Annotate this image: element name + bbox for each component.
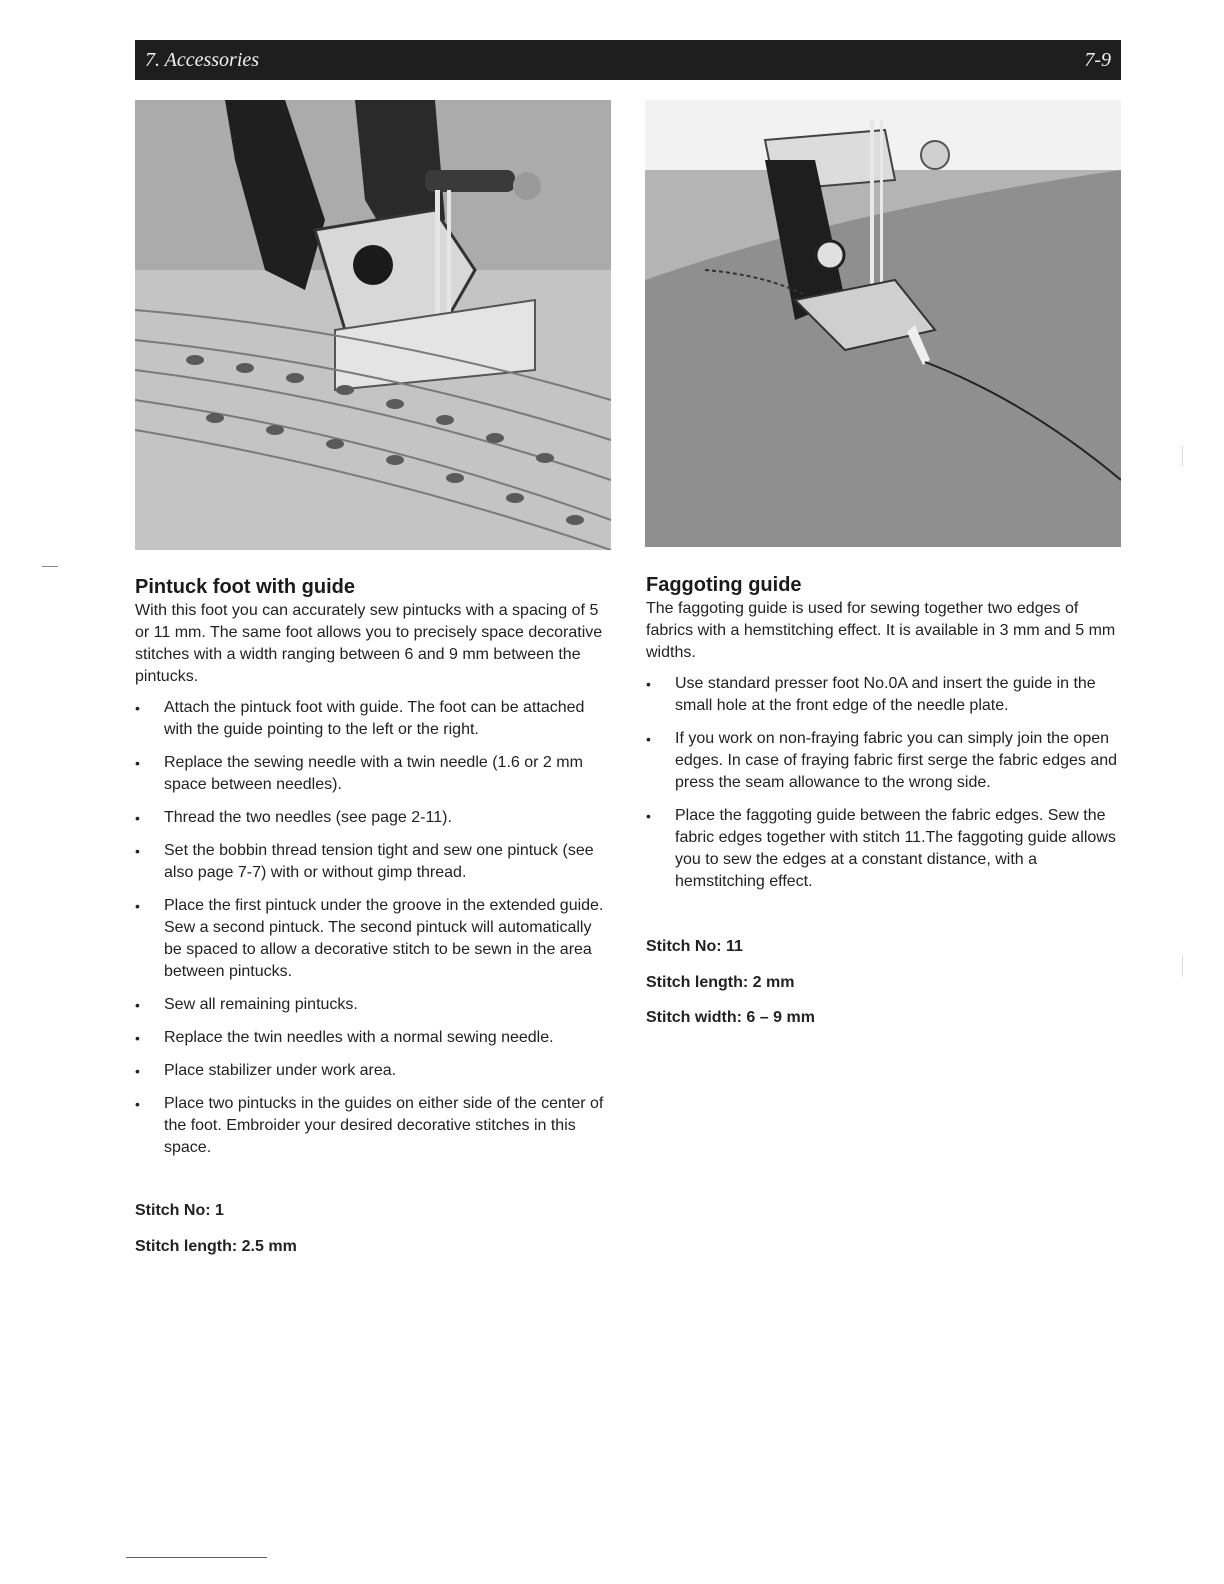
pintuck-foot-photo: [135, 100, 611, 550]
list-item-text: Attach the pintuck foot with guide. The foot can be attached with the guide pointing to the left or the right.: [164, 699, 585, 738]
list-item-text: Place the faggoting guide between the fabric edges. Sew the fabric edges together with stitch 11.The faggoting guide allows you to sew the edges at a constant distance, with a hemstitching effect.: [675, 807, 1116, 890]
list-item-text: Sew all remaining pintucks.: [164, 996, 358, 1013]
pintuck-stitch-length: Stitch length: 2.5 mm: [135, 1238, 297, 1255]
bullet-icon: •: [135, 1030, 140, 1046]
faggoting-section: [646, 574, 1122, 1026]
list-item: [646, 805, 1122, 893]
section-header-bar: [135, 40, 1121, 80]
list-item: [135, 1093, 611, 1159]
list-item: [646, 673, 1122, 717]
list-item-text: Replace the twin needles with a normal sewing needle.: [164, 1029, 554, 1046]
list-item: [135, 1060, 611, 1082]
list-item-text: Place the first pintuck under the groove in the extended guide. Sew a second pintuck. The second pintuck will automatically be spaced to allow a decorative stitch to be sewn in the area between pintucks.: [164, 897, 604, 980]
bullet-icon: •: [646, 808, 651, 824]
pintuck-intro: With this foot you can accurately sew pintucks with a spacing of 5 or 11 mm. The same foot allows you to precisely space decorative stitches with a width ranging between 6 and 9 mm between the pintucks.: [135, 602, 603, 685]
list-item: [646, 728, 1122, 794]
faggoting-stitch-no: Stitch No: 11: [646, 938, 743, 955]
section-title: 7. Accessories: [145, 48, 260, 71]
scan-mark: [1182, 955, 1183, 977]
list-item: [135, 840, 611, 884]
footer-rule: [126, 1557, 267, 1558]
list-item: [135, 752, 611, 796]
pintuck-stitch-no: Stitch No: 1: [135, 1202, 224, 1219]
faggoting-guide-photo: [645, 100, 1121, 547]
list-item-text: Use standard presser foot No.0A and insert the guide in the small hole at the front edge of the needle plate.: [675, 675, 1096, 714]
list-item-text: If you work on non-fraying fabric you can simply join the open edges. In case of fraying fabric first serge the fabric edges and press the seam allowance to the wrong side.: [675, 730, 1118, 791]
faggoting-intro: The faggoting guide is used for sewing together two edges of fabrics with a hemstitching effect. It is available in 3 mm and 5 mm widths.: [646, 600, 1116, 661]
list-item-text: Set the bobbin thread tension tight and sew one pintuck (see also page 7-7) with or without gimp thread.: [164, 842, 594, 881]
bullet-icon: •: [135, 1063, 140, 1079]
faggoting-stitch-width: Stitch width: 6 – 9 mm: [646, 1009, 815, 1026]
list-item: [135, 994, 611, 1016]
faggoting-stitch-length: Stitch length: 2 mm: [646, 974, 795, 991]
list-item-text: Replace the sewing needle with a twin needle (1.6 or 2 mm space between needles).: [164, 754, 583, 793]
pintuck-steps-list: [135, 697, 611, 1159]
bullet-icon: •: [135, 810, 140, 826]
list-item-text: Thread the two needles (see page 2-11).: [164, 809, 452, 826]
faggoting-guide-photo-illustration: [645, 100, 1121, 547]
list-item: [135, 697, 611, 741]
bullet-icon: •: [646, 731, 651, 747]
list-item-text: Place stabilizer under work area.: [164, 1062, 397, 1079]
pintuck-heading: Pintuck foot with guide: [135, 576, 355, 598]
faggoting-heading: Faggoting guide: [646, 574, 802, 596]
bullet-icon: •: [135, 843, 140, 859]
list-item: [135, 807, 611, 829]
pintuck-foot-photo-illustration: [135, 100, 611, 550]
bullet-icon: •: [135, 700, 140, 716]
scan-mark: [1182, 445, 1183, 467]
list-item: [135, 895, 611, 983]
scan-mark: [42, 566, 58, 567]
list-item: [135, 1027, 611, 1049]
bullet-icon: •: [135, 1096, 140, 1112]
page-number: 7-9: [1084, 48, 1111, 71]
pintuck-section: [135, 576, 611, 1255]
list-item-text: Place two pintucks in the guides on either side of the center of the foot. Embroider your desired decorative stitches in this space.: [164, 1095, 604, 1156]
bullet-icon: •: [135, 997, 140, 1013]
bullet-icon: •: [135, 755, 140, 771]
bullet-icon: •: [646, 676, 651, 692]
bullet-icon: •: [135, 898, 140, 914]
faggoting-steps-list: [646, 673, 1122, 893]
